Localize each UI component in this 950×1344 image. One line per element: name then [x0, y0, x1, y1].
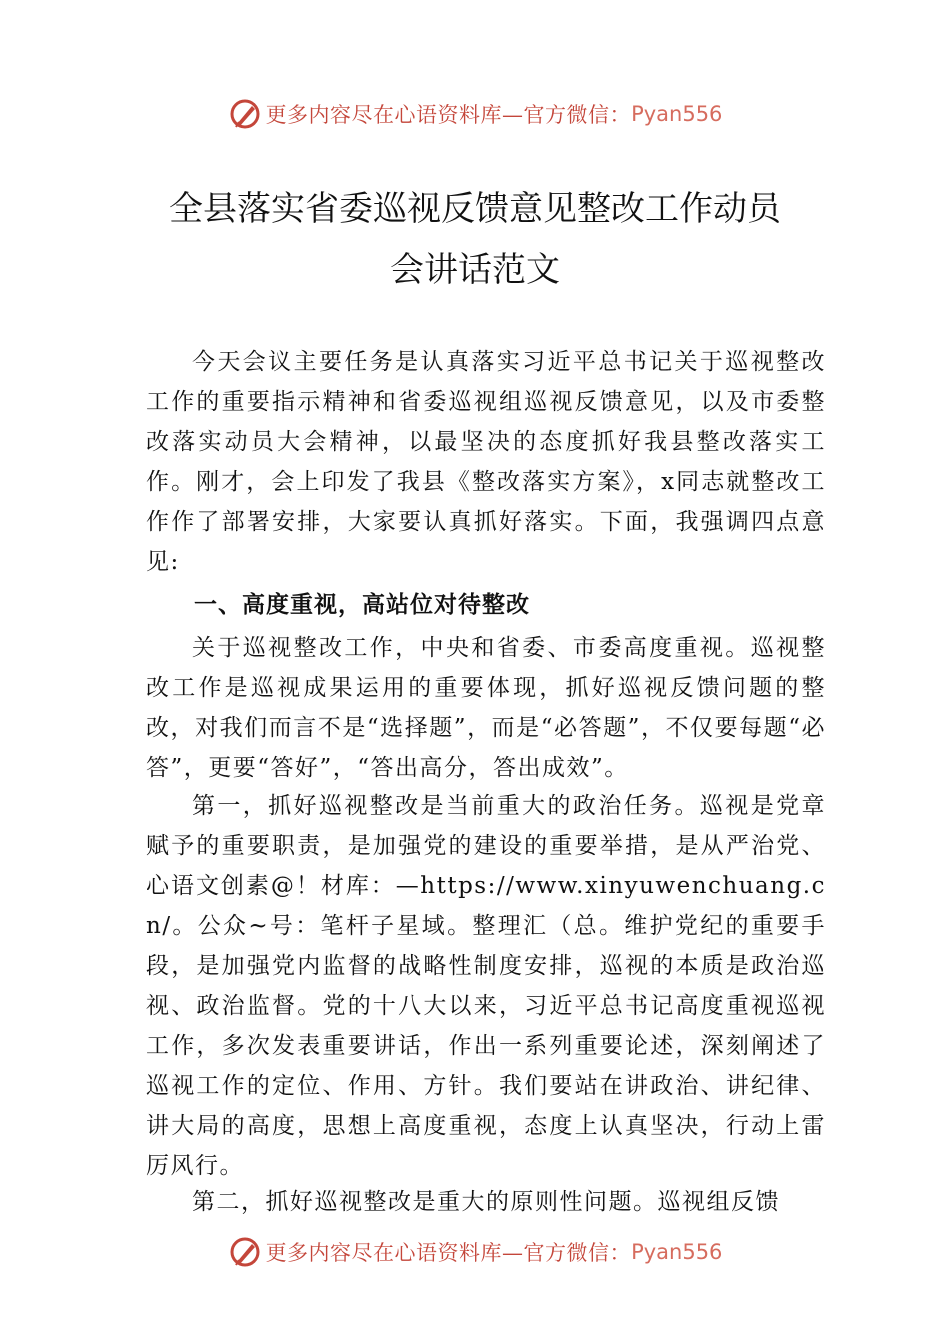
- body-paragraph-3: 第一，抓好巡视整改是当前重大的政治任务。巡视是党章赋予的重要职责，是加强党的建设的重要举措，是从严治党、心语文创素@！材库：—https://www.xinyuwenchuang.cn/。公众~号：笔杆子星域。整理汇（总。维护党纪的重要手段，是加强党内监督的战略性制度安排，巡视的本质是政治巡视、政治监督。党的十八大以来，习近平总书记高度重视巡视工作，多次发表重要讲话，作出一系列重要论述，深刻阐述了巡视工作的定位、作用、方针。我们要站在讲政治、讲纪律、讲大局的高度，思想上高度重视，态度上认真坚决，行动上雷厉风行。: [146, 793, 826, 1179]
- banner-text: 更多内容尽在心语资料库—官方微信：: [265, 1241, 632, 1265]
- banner-wechat-id: Pyan556: [631, 102, 723, 126]
- banner-text: 更多内容尽在心语资料库—官方微信：: [265, 103, 632, 127]
- quill-logo-icon: [228, 1235, 262, 1269]
- document-title-line2: 会讲话范文: [390, 250, 560, 290]
- intro-paragraph: 今天会议主要任务是认真落实习近平总书记关于巡视整改工作的重要指示精神和省委巡视组巡视反馈意见，以及市委整改落实动员大会精神，以最坚决的态度抓好我县整改落实工作。刚才，会上印发了我县《整改落实方案》，x同志就整改工作作了部署安排，大家要认真抓好落实。下面，我强调四点意见:: [146, 349, 826, 575]
- footer-watermark-banner: [0, 1230, 950, 1274]
- document-title-line1: 全县落实省委巡视反馈意见整改工作动员: [169, 189, 781, 229]
- section-heading: 一、高度重视，高站位对待整改: [194, 592, 530, 618]
- banner-wechat-id: Pyan556: [631, 1240, 723, 1264]
- body-paragraph-2: 关于巡视整改工作，中央和省委、市委高度重视。巡视整改工作是巡视成果运用的重要体现，抓好巡视反馈问题的整改，对我们而言不是“选择题”，而是“必答题”，不仅要每题“必答”，更要“答好”，“答出高分，答出成效”。: [146, 635, 826, 781]
- header-watermark-banner: [0, 92, 950, 136]
- body-paragraph-4: 第二，抓好巡视整改是重大的原则性问题。巡视组反馈: [192, 1189, 780, 1215]
- quill-logo-icon: [228, 97, 262, 131]
